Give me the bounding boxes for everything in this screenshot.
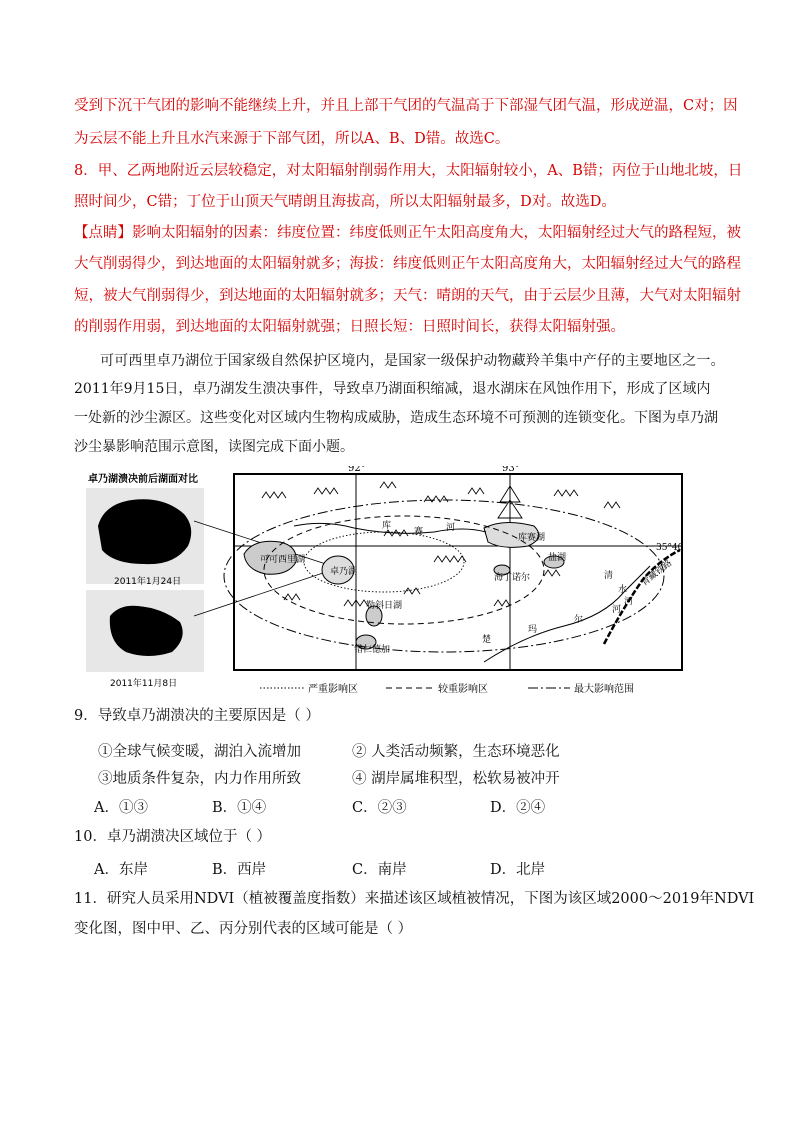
label-railway: 青藏铁路 — [639, 558, 675, 589]
lon-label-92: 92° — [348, 466, 366, 474]
label-chu: 楚 — [482, 635, 492, 645]
answer-q8: 8．甲、乙两地附近云层较稳定，对太阳辐射削弱作用大，太阳辐射较小，A、B错；丙位于山地北坡，日 — [74, 163, 743, 179]
label-kusai-lake: 库赛湖 — [518, 533, 546, 543]
q10-option-b[interactable]: B．西岸 — [212, 862, 267, 878]
date-after: 2011年11月8日 — [110, 679, 178, 689]
lon-label-93: 93° — [502, 466, 520, 474]
label-river-sai: 赛 — [414, 527, 424, 537]
passage-line: 可可西里卓乃湖位于国家级自然保护区境内，是国家一级保护动物藏羚羊集中产仔的主要地区之一。 — [100, 353, 725, 369]
zhuonai-lake-map-figure — [84, 466, 684, 698]
passage-line: 2011年9月15日，卓乃湖发生溃决事件，导致卓乃湖面积缩减，退水湖床在风蚀作用下，形成了区域内 — [74, 381, 711, 397]
label-er: 尔 — [574, 615, 584, 625]
q10-option-c[interactable]: C．南岸 — [352, 862, 407, 878]
tip-line: 【点睛】影响太阳辐射的因素：纬度位置：纬度低则正午太阳高度角大，太阳辐射经过大气的路程短，被 — [74, 225, 741, 241]
label-shui: 水 — [618, 585, 628, 595]
label-haiding: 海丁诺尔 — [494, 573, 531, 583]
passage-line: 一处新的沙尘源区。这些变化对区域内生物构成威胁，造成生态环境不可预测的连锁变化。下图为卓乃湖 — [74, 410, 718, 426]
q9-statement-4: ④ 湖岸属堆积型，松软易被冲开 — [352, 771, 560, 787]
label-river-he: 河 — [446, 523, 456, 533]
inset-title: 卓乃湖溃决前后湖面对比 — [88, 474, 198, 485]
answer-q8: 照时间少，C错；丁位于山顶天气晴朗且海拔高，所以太阳辐射最多，D对。故选D。 — [74, 194, 616, 210]
q10-option-a[interactable]: A．东岸 — [94, 862, 148, 878]
q9-statement-1: ①全球气候变暖，湖泊入流增加 — [98, 744, 301, 760]
legend-heavy: 较重影响区 — [438, 684, 488, 695]
label-ma: 玛 — [528, 625, 538, 635]
label-lexie: 勒斜日湖 — [366, 601, 403, 611]
q9-statement-3: ③地质条件复杂，内力作用所致 — [98, 771, 301, 787]
lake-before-shape — [98, 499, 191, 564]
passage-line: 沙尘暴影响范围示意图，读图完成下面小题。 — [74, 439, 354, 455]
q11-stem: 11．研究人员采用NDVI（植被覆盖度指数）来描述该区域植被情况，下图为该区域2000～2019年NDVI — [74, 891, 755, 907]
q9-option-b[interactable]: B．①④ — [212, 800, 267, 816]
label-qing: 清 — [604, 571, 614, 581]
legend-max: 最大影响范围 — [574, 684, 634, 695]
label-river-ku: 库 — [382, 521, 392, 531]
tip-line: 的削弱作用弱，到达地面的太阳辐射就强；日照长短：日照时间长，获得太阳辐射强。 — [74, 319, 625, 335]
q9-option-d[interactable]: D．②④ — [490, 800, 546, 816]
date-before: 2011年1月24日 — [114, 577, 182, 587]
legend-severe: 严重影响区 — [308, 684, 358, 695]
q9-option-c[interactable]: C．②③ — [352, 800, 407, 816]
tip-line: 短，被大气削弱得少，到达地面的太阳辐射就多；天气：晴朗的天气，由于云层少且薄，大气对太阳辐射 — [74, 288, 741, 304]
tip-line: 大气削弱得少，到达地面的太阳辐射就多；海拔：纬度低则正午太阳高度角大，太阳辐射经过大气的路程 — [74, 256, 741, 272]
answer-line: 受到下沉干气团的影响不能继续上升，并且上部干气团的气温高于下部湿气团气温，形成逆温，C对；因 — [74, 98, 738, 114]
answer-line: 为云层不能上升且水汽来源于下部气团，所以A、B、D错。故选C。 — [74, 131, 510, 147]
q11-stem: 变化图，图中甲、乙、丙分别代表的区域可能是（ ） — [74, 921, 413, 937]
q9-stem: 9．导致卓乃湖溃决的主要原因是（ ） — [74, 708, 320, 724]
label-he3: 河 — [624, 597, 634, 607]
lat-label: 35°40' — [656, 543, 684, 553]
label-jingren: 错仁德加 — [354, 645, 391, 655]
q9-option-a[interactable]: A．①③ — [94, 800, 148, 816]
q9-statement-2: ② 人类活动频繁，生态环境恶化 — [352, 744, 560, 760]
label-kekexili: 可可西里湖 — [260, 555, 306, 565]
q10-option-d[interactable]: D．北岸 — [490, 862, 546, 878]
q10-stem: 10．卓乃湖溃决区域位于（ ） — [74, 829, 272, 845]
label-salt-lake: 盐湖 — [548, 553, 567, 563]
label-zhuonai: 卓乃湖 — [330, 567, 358, 577]
label-he2: 河 — [612, 605, 622, 615]
map-svg — [84, 466, 684, 698]
